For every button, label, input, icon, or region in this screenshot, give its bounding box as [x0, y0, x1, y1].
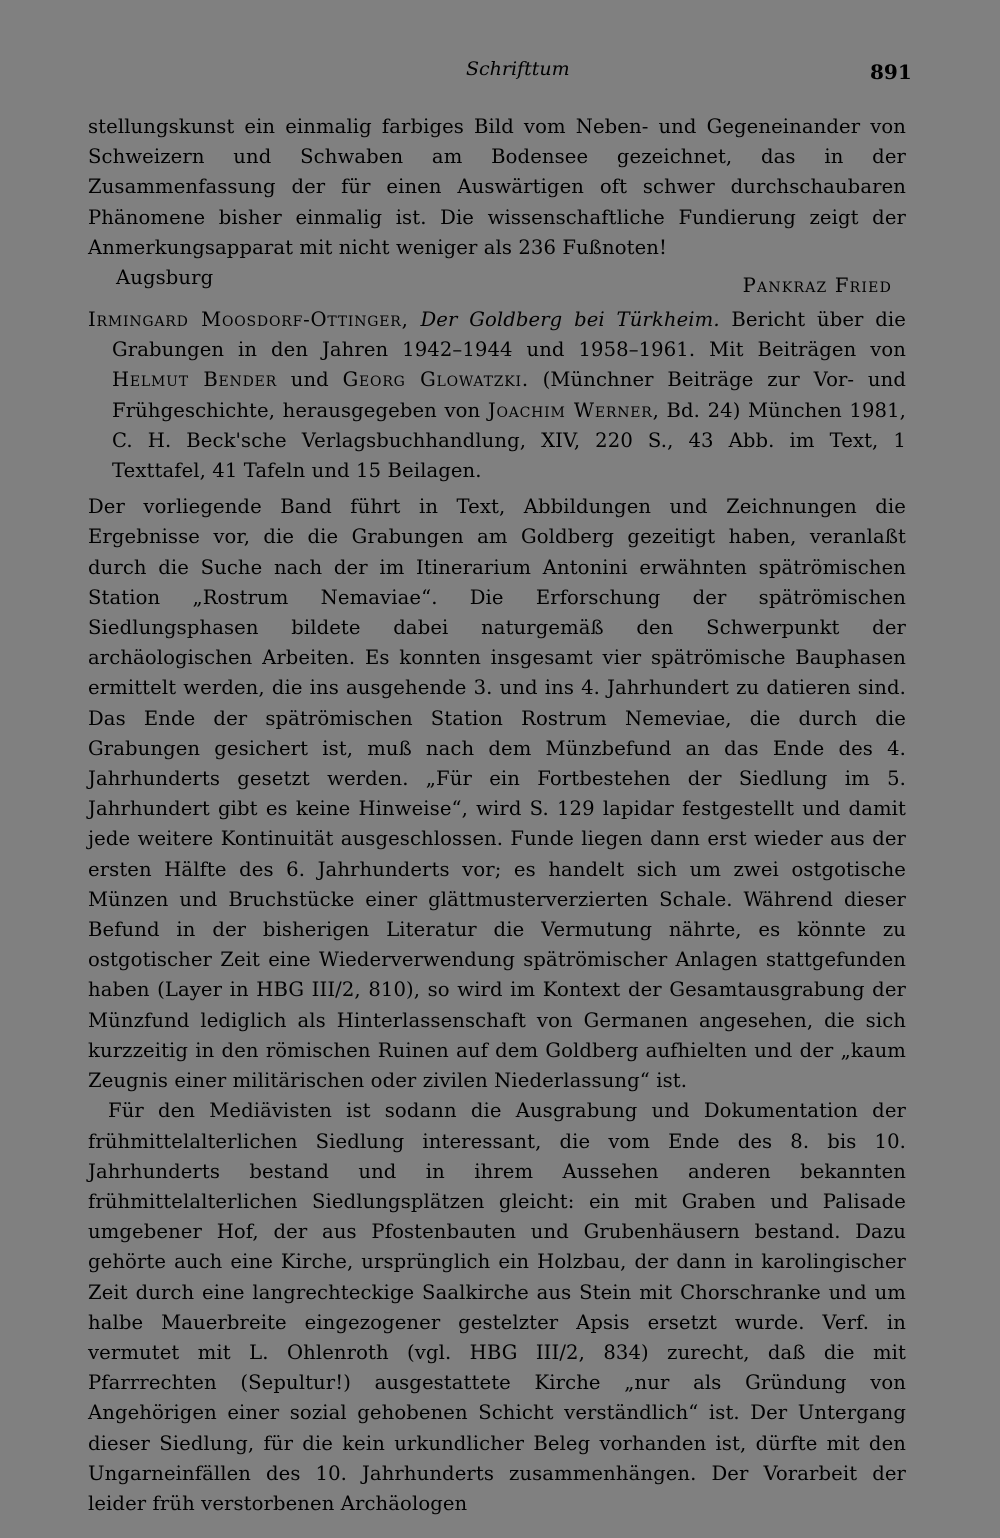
review-paragraph-2: Für den Mediävisten ist sodann die Ausgrabung und Dokumentation der frühmittelalterlichen Siedlung interessant, die vom Ende des 8. bis 10. Jahrhunderts bestand und in ihrem Aussehen anderen bekannten frühmittelalterlichen Siedlungsplätzen gleicht: ein mit Graben und Palisade umgebener Hof, der aus Pfostenbauten und Grubenhäusern bestand. Dazu gehörte auch eine Kirche, ursprünglich ein Holzbau, der dann in karolingischer Zeit durch eine langrechteckige Saalkirche aus Stein mit Chorschranke und um halbe Mauerbreite eingezogener gestelzter Apsis ersetzt wurde. Verf. in vermutet mit L. Ohlenroth (vgl. HBG III/2, 834) zurecht, daß die mit Pfarrrechten (Sepultur!) ausgestattete Kirche „nur als Gründung von Angehörigen einer sozial gehobenen Schicht verständlich“ ist. Der Untergang dieser Siedlung, für die kein urkundlicher Beleg vorhanden ist, dürfte mit den Ungarneinfällen des 10. Jahrhunderts zusammenhängen. Der Vorarbeit der leider früh verstorbenen Archäologen: [88, 1099, 906, 1515]
continuation-paragraph: stellungskunst ein einmalig farbiges Bild vom Neben- und Gegeneinander von Schweizern und Schwaben am Bodensee gezeichnet, das in der Zusammenfassung der für einen Auswärtigen oft schwer durchschaubaren Phänomene bisher einmalig ist. Die wissenschaftliche Fundierung zeigt der Anmerkungsapparat mit nicht weniger als 236 Fußnoten!: [88, 115, 906, 259]
bib-text-1: Bericht über die Grabungen in den Jahren 1942–1944 und 1958–1961. Mit Beiträgen von: [112, 308, 906, 362]
running-head: [0, 58, 1000, 88]
page-body: [88, 112, 906, 1519]
bib-text-3: , Bd. 24) München 1981, C. H. Beck'sche Verlagsbuchhandlung, XIV, 220 S., 43 Abb. im Text, 1 Texttafel, 41 Tafeln und 15 Beilagen.: [112, 398, 906, 483]
running-title: Schrifttum: [466, 58, 570, 80]
bib-and: und: [276, 368, 343, 392]
book-title: Der Goldberg bei Türkheim.: [420, 308, 720, 332]
signature-place: Augsburg: [116, 266, 214, 290]
book-author: Irmingard Moosdorf-Ottinger,: [88, 308, 409, 332]
signature-reviewer: Pankraz Fried: [742, 274, 892, 298]
contributor-1: Helmut Bender: [112, 368, 277, 392]
bib-text-2: (Münchner Beiträge zur Vor- und Frühgeschichte, herausgegeben von: [112, 368, 906, 422]
bibliographic-entry: [88, 305, 906, 486]
series-editor: Joachim Werner: [487, 398, 653, 422]
page-number: 891: [870, 60, 912, 84]
contributor-2: Georg Glowatzki.: [342, 368, 529, 392]
review-signature: [88, 263, 906, 305]
review-paragraph-1: Der vorliegende Band führt in Text, Abbildungen und Zeichnungen die Ergebnisse vor, die die Grabungen am Goldberg gezeitigt haben, veranlaßt durch die Suche nach der im Itinerarium Antonini erwähnten spätrömischen Station „Rostrum Nemaviae“. Die Erforschung der spätrömischen Siedlungsphasen bildete dabei naturgemäß den Schwerpunkt der archäologischen Arbeiten. Es konnten insgesamt vier spätrömische Bauphasen ermittelt werden, die ins ausgehende 3. und ins 4. Jahrhundert zu datieren sind. Das Ende der spätrömischen Station Rostrum Nemeviae, die durch die Grabungen gesichert ist, muß nach dem Münzbefund an das Ende des 4. Jahrhunderts gesetzt werden. „Für ein Fortbestehen der Siedlung im 5. Jahrhundert gibt es keine Hinweise“, wird S. 129 lapidar festgestellt und damit jede weitere Kontinuität ausgeschlossen. Funde liegen dann erst wieder aus der ersten Hälfte des 6. Jahrhunderts vor; es handelt sich um zwei ostgotische Münzen und Bruchstücke einer glättmusterverzierten Schale. Während dieser Befund in der bisherigen Literatur die Vermutung nährte, es könnte zu ostgotischer Zeit eine Wiederverwendung spätrömischer Anlagen stattgefunden haben (Layer in HBG III/2, 810), so wird im Kontext der Gesamtausgrabung der Münzfund lediglich als Hinterlassenschaft von Germanen angesehen, die sich kurzzeitig in den römischen Ruinen auf dem Goldberg aufhielten und der „kaum Zeugnis einer militärischen oder zivilen Niederlassung“ ist.: [88, 495, 906, 1093]
